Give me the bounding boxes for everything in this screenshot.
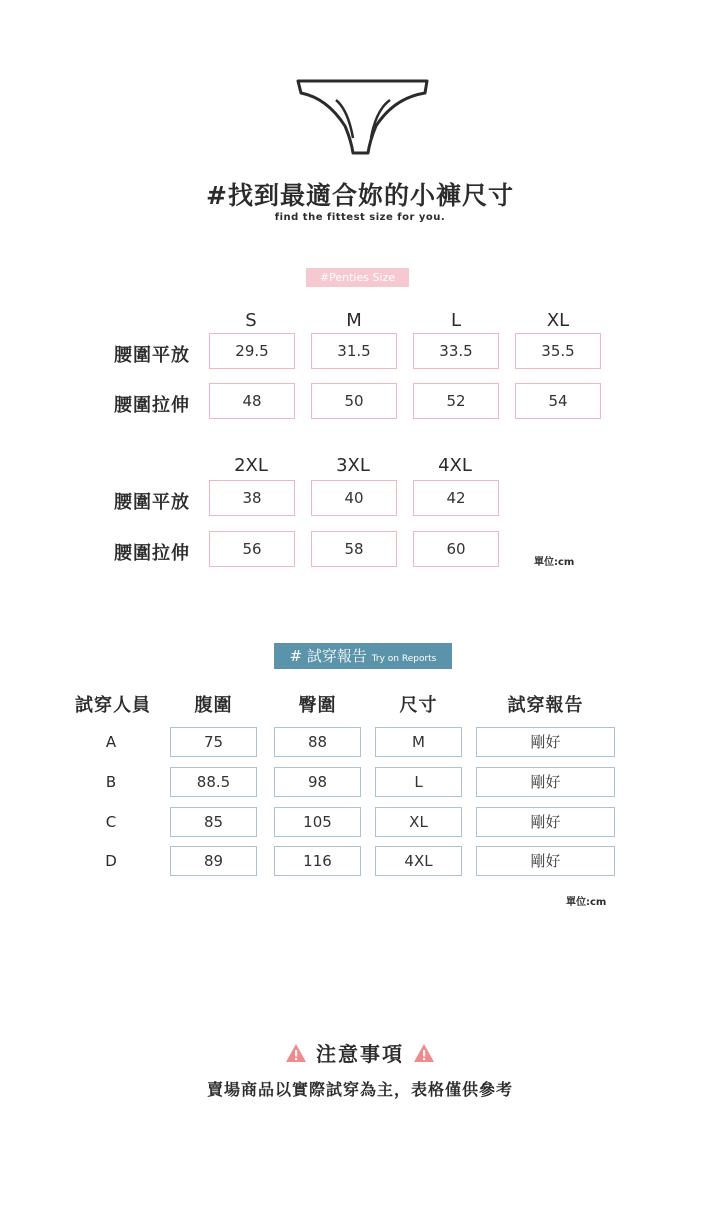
measure-cell: 35.5 <box>515 333 601 369</box>
report-cell: 剛好 <box>476 846 615 876</box>
row-label-waist-stretch: 腰圍拉伸 <box>114 543 190 564</box>
size-chart-unit: 單位:cm <box>534 557 575 568</box>
report-cell: L <box>375 767 462 797</box>
report-cell: M <box>375 727 462 757</box>
col-header-size: 尺寸 <box>399 695 438 716</box>
report-cell: 116 <box>274 846 361 876</box>
measure-cell: 31.5 <box>311 333 397 369</box>
measure-cell: 40 <box>311 480 397 516</box>
report-cell: XL <box>375 807 462 837</box>
report-cell: 剛好 <box>476 807 615 837</box>
report-cell: 85 <box>170 807 257 837</box>
row-label-waist-stretch: 腰圍拉伸 <box>114 395 190 416</box>
report-cell: 105 <box>274 807 361 837</box>
report-tag <box>274 643 452 669</box>
col-header-hip: 臀圍 <box>298 695 337 716</box>
report-unit: 單位:cm <box>566 897 607 908</box>
measure-cell: 42 <box>413 480 499 516</box>
notice-title: 注意事項 <box>316 1042 404 1066</box>
size-header: S <box>245 310 257 331</box>
measure-cell: 48 <box>209 383 295 419</box>
report-cell: 98 <box>274 767 361 797</box>
col-header-report: 試穿報告 <box>507 695 584 716</box>
page-title: #找到最適合妳的小褲尺寸 <box>206 181 514 210</box>
tester-label: A <box>105 733 117 751</box>
notice-text: 賣場商品以實際試穿為主，表格僅供參考 <box>206 1080 513 1099</box>
measure-cell: 38 <box>209 480 295 516</box>
tester-label: C <box>105 813 117 831</box>
row-label-waist-flat: 腰圍平放 <box>114 492 190 513</box>
size-header: 3XL <box>336 455 370 476</box>
measure-cell: 58 <box>311 531 397 567</box>
col-header-belly: 腹圍 <box>194 695 233 716</box>
measure-cell: 52 <box>413 383 499 419</box>
measure-cell: 54 <box>515 383 601 419</box>
size-header: 2XL <box>234 455 268 476</box>
report-cell: 4XL <box>375 846 462 876</box>
warning-icon <box>413 1043 435 1063</box>
size-chart-tag: #Penties Size <box>306 268 409 287</box>
report-cell: 剛好 <box>476 727 615 757</box>
size-header: XL <box>546 310 570 331</box>
measure-cell: 60 <box>413 531 499 567</box>
size-header: L <box>450 310 462 331</box>
row-label-waist-flat: 腰圍平放 <box>114 345 190 366</box>
tester-label: D <box>105 852 117 870</box>
warning-icon <box>285 1043 307 1063</box>
report-tag-main: # 試穿報告 <box>289 647 367 665</box>
report-cell: 88.5 <box>170 767 257 797</box>
report-cell: 88 <box>274 727 361 757</box>
report-tag-sub: Try on Reports <box>371 654 437 664</box>
page-subtitle: find the fittest size for you. <box>274 212 446 223</box>
measure-cell: 56 <box>209 531 295 567</box>
tester-label: B <box>105 773 117 791</box>
panties-icon <box>296 78 430 156</box>
col-header-tester: 試穿人員 <box>75 695 151 716</box>
measure-cell: 33.5 <box>413 333 499 369</box>
size-header: 4XL <box>438 455 472 476</box>
report-cell: 75 <box>170 727 257 757</box>
report-cell: 89 <box>170 846 257 876</box>
measure-cell: 29.5 <box>209 333 295 369</box>
measure-cell: 50 <box>311 383 397 419</box>
size-header: M <box>346 310 362 331</box>
notice-heading <box>0 1038 720 1067</box>
report-cell: 剛好 <box>476 767 615 797</box>
